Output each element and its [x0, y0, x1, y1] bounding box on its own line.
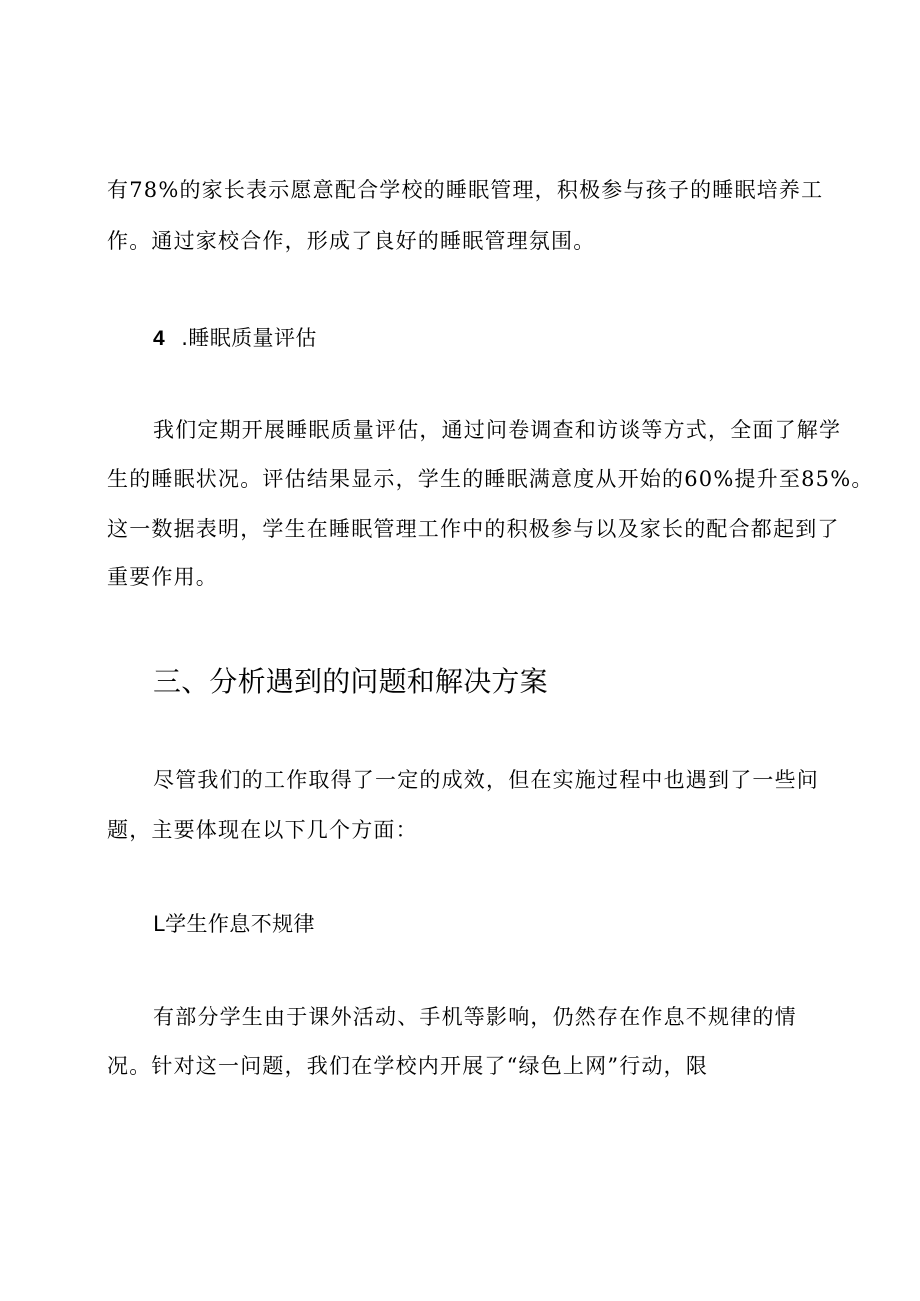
paragraph-line: 重要作用。 [107, 565, 218, 589]
section-heading-1: L学生作息不规律 [153, 912, 315, 936]
paragraph-line: 我们定期开展睡眠质量评估，通过问卷调查和访谈等方式，全面了解学 [153, 418, 842, 442]
paragraph-line: 有78%的家长表示愿意配合学校的睡眠管理，积极参与孩子的睡眠培养工 [107, 178, 824, 202]
chapter-heading: 三、分析遇到的问题和解决方案 [153, 665, 548, 698]
paragraph-line: 作。通过家校合作，形成了良好的睡眠管理氛围。 [107, 229, 596, 253]
paragraph-line: 题，主要体现在以下几个方面： [107, 818, 418, 842]
paragraph-line: 尽管我们的工作取得了一定的成效，但在实施过程中也遇到了一些问 [153, 768, 819, 792]
section-heading-4 [153, 324, 317, 353]
paragraph-line: 生的睡眠状况。评估结果显示，学生的睡眠满意度从开始的60%提升至85%。 [107, 467, 874, 491]
section-number: 4 [153, 327, 165, 350]
paragraph-line: 这一数据表明，学生在睡眠管理工作中的积极参与以及家长的配合都起到了 [107, 517, 840, 541]
section-title: .睡眠质量评估 [181, 326, 317, 350]
paragraph-line: 况。针对这一问题，我们在学校内开展了“绿色上网”行动，限 [107, 1054, 709, 1078]
paragraph-line: 有部分学生由于课外活动、手机等影响，仍然存在作息不规律的情 [153, 1005, 797, 1029]
